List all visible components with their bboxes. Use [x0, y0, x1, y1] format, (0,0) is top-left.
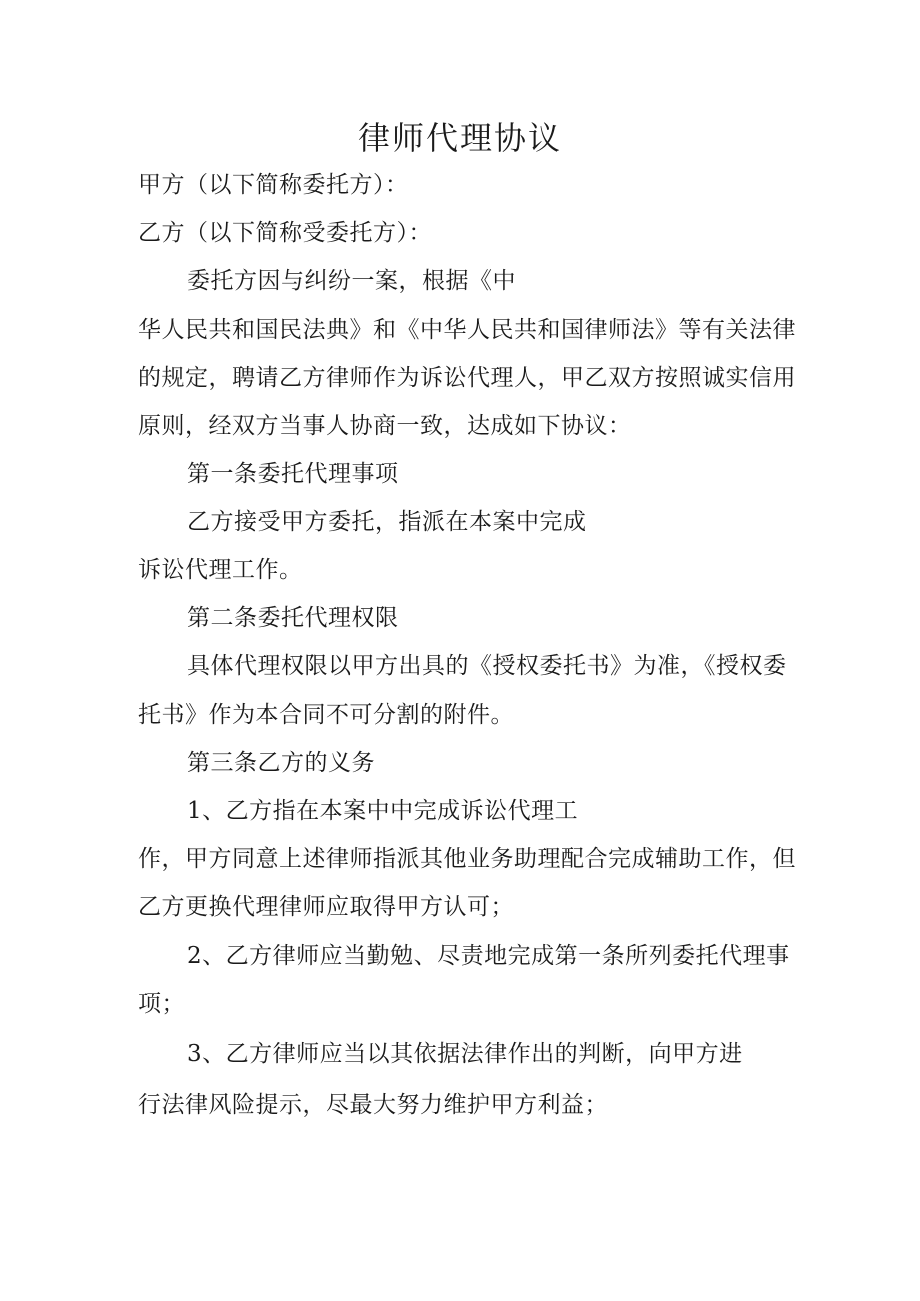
article-3-item-1-line-2: 作，甲方同意上述律师指派其他业务助理配合完成辅助工作，但 [138, 846, 796, 872]
article-3-item-3-line-1: 3、乙方律师应当以其依据法律作出的判断，向甲方进 [187, 1041, 743, 1067]
preamble-line-3: 的规定，聘请乙方律师作为诉讼代理人，甲乙双方按照诚实信用 [138, 365, 796, 391]
article-3-heading: 第三条乙方的义务 [187, 750, 375, 776]
article-3-item-2-line-2: 项； [138, 991, 185, 1017]
article-1-heading: 第一条委托代理事项 [187, 461, 399, 487]
preamble-line-2: 华人民共和国民法典》和《中华人民共和国律师法》等有关法律 [138, 317, 796, 343]
preamble-line-4: 原则，经双方当事人协商一致，达成如下协议： [138, 413, 632, 439]
article-3-item-1-line-3: 乙方更换代理律师应取得甲方认可； [138, 894, 514, 920]
article-1-line-1: 乙方接受甲方委托，指派在本案中完成 [187, 509, 587, 535]
article-1-line-2: 诉讼代理工作。 [138, 557, 303, 583]
article-2-heading: 第二条委托代理权限 [187, 605, 399, 631]
party-b-line: 乙方（以下简称受委托方）： [138, 220, 432, 246]
article-3-item-3-line-2: 行法律风险提示，尽最大努力维护甲方利益； [138, 1092, 608, 1118]
article-3-item-2-line-1: 2、乙方律师应当勤勉、尽责地完成第一条所列委托代理事 [187, 943, 790, 969]
party-a-line: 甲方（以下简称委托方）： [138, 172, 409, 198]
document-title: 律师代理协议 [357, 119, 562, 157]
article-2-line-2: 托书》作为本合同不可分割的附件。 [138, 702, 514, 728]
article-2-line-1: 具体代理权限以甲方出具的《授权委托书》为准，《授权委 [187, 653, 787, 679]
preamble-line-1: 委托方因与纠纷一案，根据《中 [187, 268, 516, 294]
article-3-item-1-line-1: 1、乙方指在本案中中完成诉讼代理工 [187, 798, 579, 824]
